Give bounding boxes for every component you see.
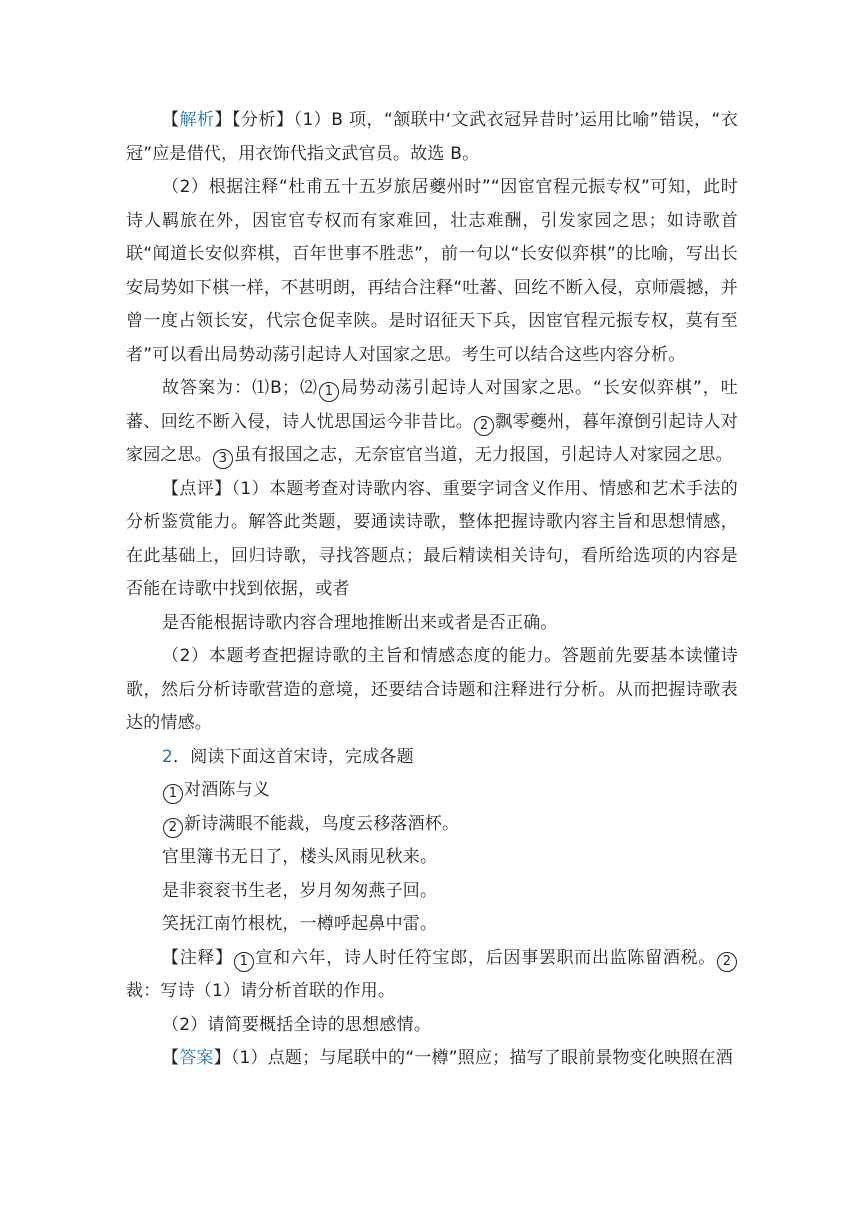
question-sub-2: （2）请简要概括全诗的思想感情。 bbox=[162, 1014, 432, 1035]
comment-paragraph: 【点评】（1）本题考查对诗歌内容、重要字词含义作用、情感和艺术手法的分析鉴赏能力。解答此类题，要通读诗歌，整体把握诗歌内容主旨和思想情感，在此基础上，回归诗歌，寻找答题点；最后精读相关诗句，看所给选项的内容是否能在诗歌中找到依据，或者 bbox=[126, 478, 739, 599]
circled-number-2: 2 bbox=[163, 818, 183, 838]
circled-number-1: 1 bbox=[163, 784, 183, 804]
poem-line-2: 官里簿书无日了，楼头风雨见秋来。 bbox=[162, 847, 438, 867]
analysis-text-2: （2）根据注释“杜甫五十五岁旅居夔州时”“因宦官程元振专权”可知，此时诗人羁旅在外，因宦官专权而有家难回，壮志难酬，引发家园之思；如诗歌首联“闻道长安似弈棋，百年世事不胜悲”，前一句以“长安似弈棋”的比喻，写出长安局势如下棋一样，不甚明朗，再结合注释“吐蕃、回纥不断入侵，京师震撼，并曾一度占领长安，代宗仓促幸陕。是时诏征天下兵，因宦官程元振专权，莫有至者”可以看出局势动荡引起诗人对国家之思。考生可以结合这些内容分析。 bbox=[126, 177, 738, 365]
analysis-text-1: （1）B 项，“颔联中‘文武衣冠异昔时’运用比喻”错误，“衣冠”应是借代，用衣饰代指文武官员。故选 B。 bbox=[126, 110, 739, 164]
poem-line-4: 笑抚江南竹根枕，一樽呼起鼻中雷。 bbox=[162, 914, 438, 934]
tag-zhushi: 注释 bbox=[179, 947, 216, 968]
circled-number-2: 2 bbox=[474, 416, 494, 436]
answer-summary-paragraph: 故答案为：⑴B；⑵ 1 局势动荡引起诗人对国家之思。“长安似弈棋”，吐蕃、回纥不断入侵，诗人忧思国运今非昔比。 2 飘零夔州，暮年潦倒引起诗人对家园之思。 3 虽有报国之志，无奈宦官当道，无力报国，引起诗人对家园之思。 bbox=[126, 372, 738, 473]
tag-daan: 答案 bbox=[179, 1048, 214, 1068]
tag-jiexi: 解析 bbox=[179, 110, 215, 130]
comment-continued: 是否能根据诗歌内容合理地推断出来或者是否正确。 bbox=[162, 612, 558, 633]
question-2-heading: 2．阅读下面这首宋诗，完成各题 bbox=[162, 746, 414, 767]
answer-paragraph: 【答案】（1）点题；与尾联中的“一樽”照应；描写了眼前景物变化映照在酒 bbox=[162, 1048, 733, 1068]
document-body bbox=[126, 104, 738, 1076]
notes-paragraph: 【注释】 1 宣和六年，诗人时任符宝郎，后因事罢职而出监陈留酒税。 2裁：写诗（1）请分析首联的作用。 bbox=[126, 942, 738, 1009]
poem-line-3: 是非衮衮书生老，岁月匆匆燕子回。 bbox=[162, 880, 438, 901]
question-number: 2 bbox=[162, 746, 174, 767]
circled-number-3: 3 bbox=[213, 449, 233, 469]
circled-number-1: 1 bbox=[234, 952, 254, 972]
tag-dianping: 点评 bbox=[179, 478, 215, 499]
tag-fenxi: 分析 bbox=[240, 110, 276, 130]
circled-number-2: 2 bbox=[717, 952, 737, 972]
comment-paragraph-2: （2）本题考查把握诗歌的主旨和情感态度的能力。答题前先要基本读懂诗歌，然后分析诗歌营造的意境，还要结合诗题和注释进行分析。从而把握诗歌表达的情感。 bbox=[126, 646, 738, 733]
poem-title-line: 1 对酒陈与义 bbox=[126, 774, 738, 808]
poem-line-1: 2 新诗满眼不能裁，鸟度云移落酒杯。 bbox=[126, 808, 738, 842]
circled-number-1: 1 bbox=[319, 382, 339, 402]
analysis-paragraph: 【解析】【分析】（1）B 项，“颔联中‘文武衣冠异昔时’运用比喻”错误，“衣冠”应是借代，用衣饰代指文武官员。故选 B。 bbox=[126, 110, 739, 164]
